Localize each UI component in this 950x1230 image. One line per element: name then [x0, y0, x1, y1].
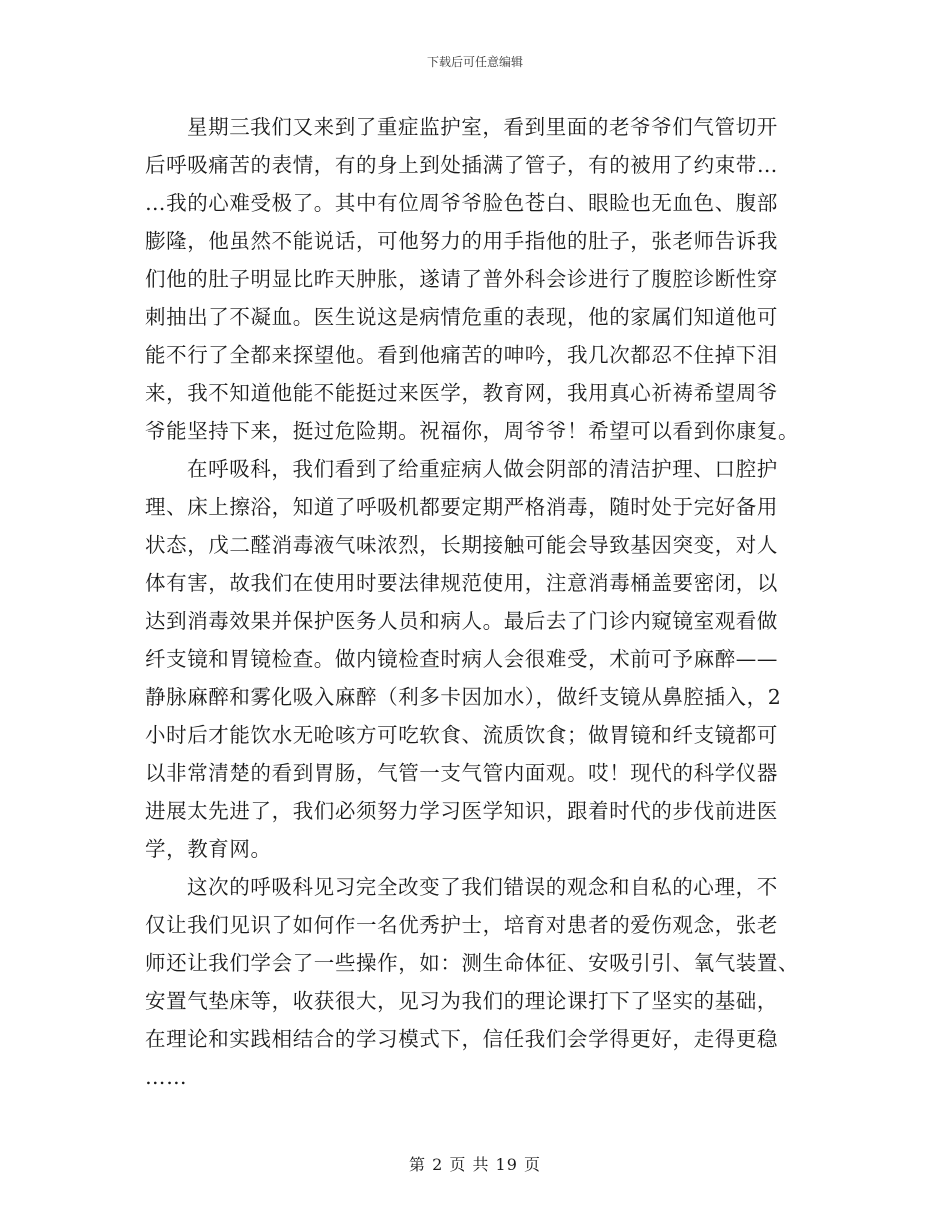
- paragraph-line: 膨隆，他虽然不能说话，可他努力的用手指他的肚子，张老师告诉我: [145, 229, 778, 253]
- body-text: [145, 108, 805, 1096]
- paragraph-line: 来，我不知道他能不能挺过来医学，教育网，我用真心祈祷希望周爷: [145, 381, 778, 405]
- paragraph-line: 静脉麻醉和雾化吸入麻醉（利多卡因加水），做纤支镜从鼻腔插入，2: [145, 685, 782, 709]
- paragraph-line: 状态，戊二醛消毒液气味浓烈，长期接触可能会导致基因突变，对人: [145, 533, 778, 557]
- paragraph-line: 能不行了全都来探望他。看到他痛苦的呻吟，我几次都忍不住掉下泪: [145, 343, 778, 367]
- paragraph-line: 星期三我们又来到了重症监护室，看到里面的老爷爷们气管切开: [187, 115, 778, 139]
- paragraph-line: 达到消毒效果并保护医务人员和病人。最后去了门诊内窥镜室观看做: [145, 609, 778, 633]
- paragraph-line: 在理论和实践相结合的学习模式下，信任我们会学得更好，走得更稳: [145, 1027, 778, 1051]
- paragraph-line: 们他的肚子明显比昨天肿胀，遂请了普外科会诊进行了腹腔诊断性穿: [145, 267, 778, 291]
- paragraph-line: 理、床上擦浴，知道了呼吸机都要定期严格消毒，随时处于完好备用: [145, 495, 778, 519]
- paragraph-line: 仅让我们见识了如何作一名优秀护士，培育对患者的爱伤观念，张老: [145, 913, 778, 937]
- paragraph-line: 以非常清楚的看到胃肠，气管一支气管内面观。哎！现代的科学仪器: [145, 761, 778, 785]
- paragraph-line: 师还让我们学会了一些操作，如：测生命体征、安吸引引、氧气装置、: [145, 951, 800, 975]
- paragraph-line: 学，教育网。: [145, 837, 272, 861]
- paragraph-line: 小时后才能饮水无呛咳方可吃软食、流质饮食；做胃镜和纤支镜都可: [145, 723, 778, 747]
- paragraph-line: 爷能坚持下来，挺过危险期。祝福你，周爷爷！希望可以看到你康复。: [145, 419, 800, 443]
- paragraph-line: 后呼吸痛苦的表情，有的身上到处插满了管子，有的被用了约束带…: [145, 153, 778, 177]
- paragraph-line: 纤支镜和胃镜检查。做内镜检查时病人会很难受，术前可予麻醉——: [145, 647, 778, 671]
- paragraph-line: …我的心难受极了。其中有位周爷爷脸色苍白、眼睑也无血色、腹部: [145, 191, 778, 215]
- paragraph-line: 这次的呼吸科见习完全改变了我们错误的观念和自私的心理，不: [187, 875, 778, 899]
- paragraph-line: ……: [145, 1065, 188, 1089]
- paragraph-line: 体有害，故我们在使用时要法律规范使用，注意消毒桶盖要密闭，以: [145, 571, 778, 595]
- page-number: 第 2 页 共 19 页: [409, 1155, 541, 1174]
- paragraph-line: 进展太先进了，我们必须努力学习医学知识，跟着时代的步伐前进医: [145, 799, 778, 823]
- paragraph-line: 在呼吸科，我们看到了给重症病人做会阴部的清洁护理、口腔护: [187, 457, 778, 481]
- paragraph-line: 刺抽出了不凝血。医生说这是病情危重的表现，他的家属们知道他可: [145, 305, 778, 329]
- paragraph-line: 安置气垫床等，收获很大，见习为我们的理论课打下了坚实的基础，: [145, 989, 778, 1013]
- page-header: 下载后可任意编辑: [426, 55, 523, 69]
